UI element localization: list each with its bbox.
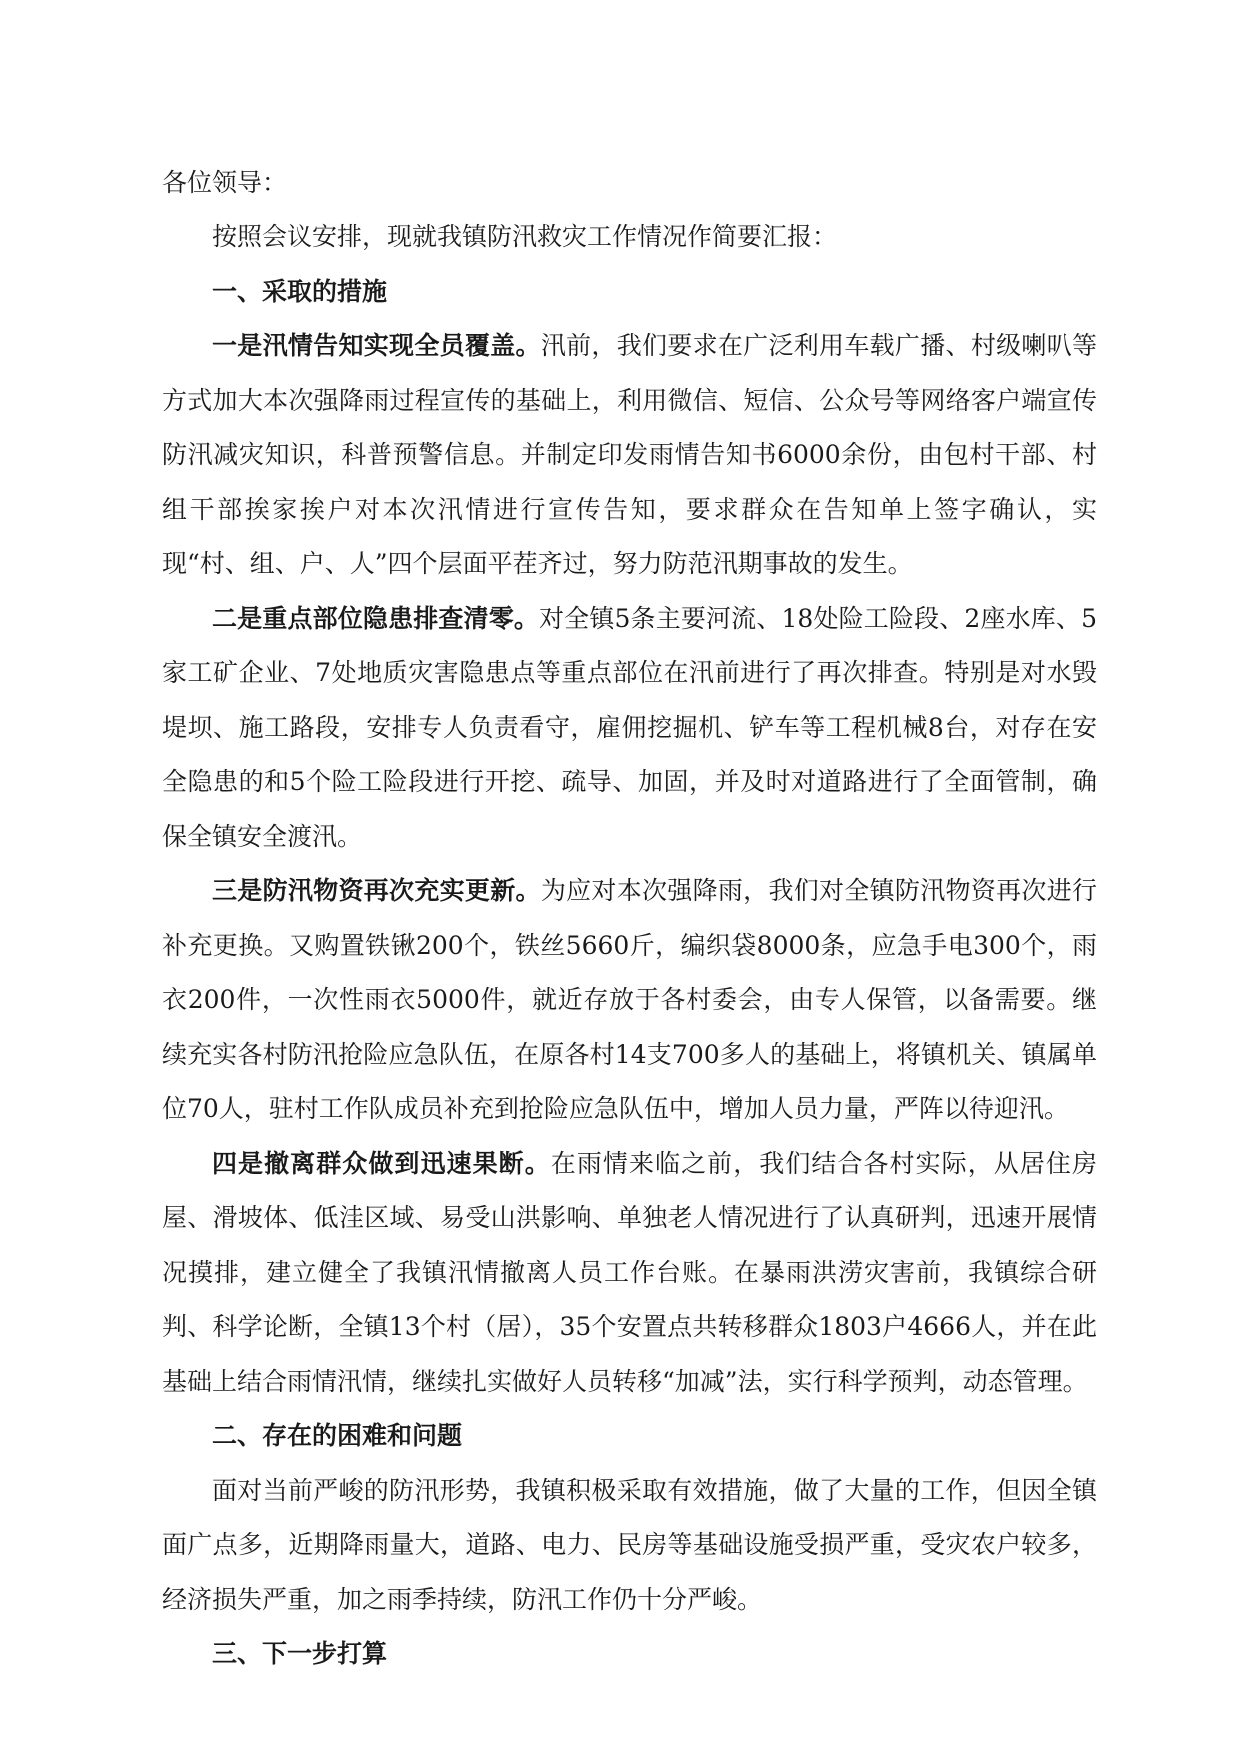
intro-paragraph: 按照会议安排，现就我镇防汛救灾工作情况作简要汇报： <box>212 222 838 251</box>
measure-lead-1: 一是汛情告知实现全员覆盖。 <box>212 331 541 360</box>
document-page <box>162 156 1097 1682</box>
measure-paragraph-1 <box>162 319 1097 592</box>
measure-lead-3: 三是防汛物资再次充实更新。 <box>212 876 541 905</box>
section-heading-problems: 二、存在的困难和问题 <box>212 1421 463 1450</box>
measure-paragraph-4 <box>162 1137 1097 1410</box>
measure-body-2: 对全镇5条主要河流、18处险工险段、2座水库、5家工矿企业、7处地质灾害隐患点等重点部位在汛前进行了再次排查。特别是对水毁堤坝、施工路段，安排专人负责看守，雇佣挖掘机、铲车等工程机械8台，对存在安全隐患的和5个险工险段进行开挖、疏导、加固，并及时对道路进行了全面管制，确保全镇安全渡汛。 <box>162 603 1097 851</box>
measure-lead-4: 四是撤离群众做到迅速果断。 <box>212 1148 551 1178</box>
section-heading-measures: 一、采取的措施 <box>212 276 388 306</box>
measure-body-1: 汛前，我们要求在广泛利用车载广播、村级喇叭等方式加大本次强降雨过程宣传的基础上，利用微信、短信、公众号等网络客户端宣传防汛减灾知识，科普预警信息。并制定印发雨情告知书6000余份，由包村干部、村组干部挨家挨户对本次汛情进行宣传告知，要求群众在告知单上签字确认，实现“村、组、户、人”四个层面平茬齐过，努力防范汛期事故的发生。 <box>162 331 1097 578</box>
measure-paragraph-2 <box>162 592 1097 865</box>
salutation: 各位领导： <box>162 168 288 197</box>
problems-paragraph: 面对当前严峻的防汛形势，我镇积极采取有效措施，做了大量的工作，但因全镇面广点多，近期降雨量大，道路、电力、民房等基础设施受损严重，受灾农户较多，经济损失严重，加之雨季持续，防汛工作仍十分严峻。 <box>162 1475 1097 1614</box>
measure-lead-2: 二是重点部位隐患排查清零。 <box>212 603 540 633</box>
section-heading-next-steps: 三、下一步打算 <box>212 1639 388 1668</box>
measure-body-4: 在雨情来临之前，我们结合各村实际，从居住房屋、滑坡体、低洼区域、易受山洪影响、单独老人情况进行了认真研判，迅速开展情况摸排，建立健全了我镇汛情撤离人员工作台账。在暴雨洪涝灾害前，我镇综合研判、科学论断，全镇13个村（居），35个安置点共转移群众1803户4666人，并在此基础上结合雨情汛情，继续扎实做好人员转移“加减”法，实行科学预判，动态管理。 <box>162 1148 1097 1396</box>
measure-paragraph-3 <box>162 864 1097 1137</box>
measure-body-3: 为应对本次强降雨，我们对全镇防汛物资再次进行补充更换。又购置铁锹200个，铁丝5660斤，编织袋8000条，应急手电300个，雨衣200件，一次性雨衣5000件，就近存放于各村委会，由专人保管，以备需要。继续充实各村防汛抢险应急队伍，在原各村14支700多人的基础上，将镇机关、镇属单位70人，驻村工作队成员补充到抢险应急队伍中，增加人员力量，严阵以待迎汛。 <box>162 876 1097 1123</box>
